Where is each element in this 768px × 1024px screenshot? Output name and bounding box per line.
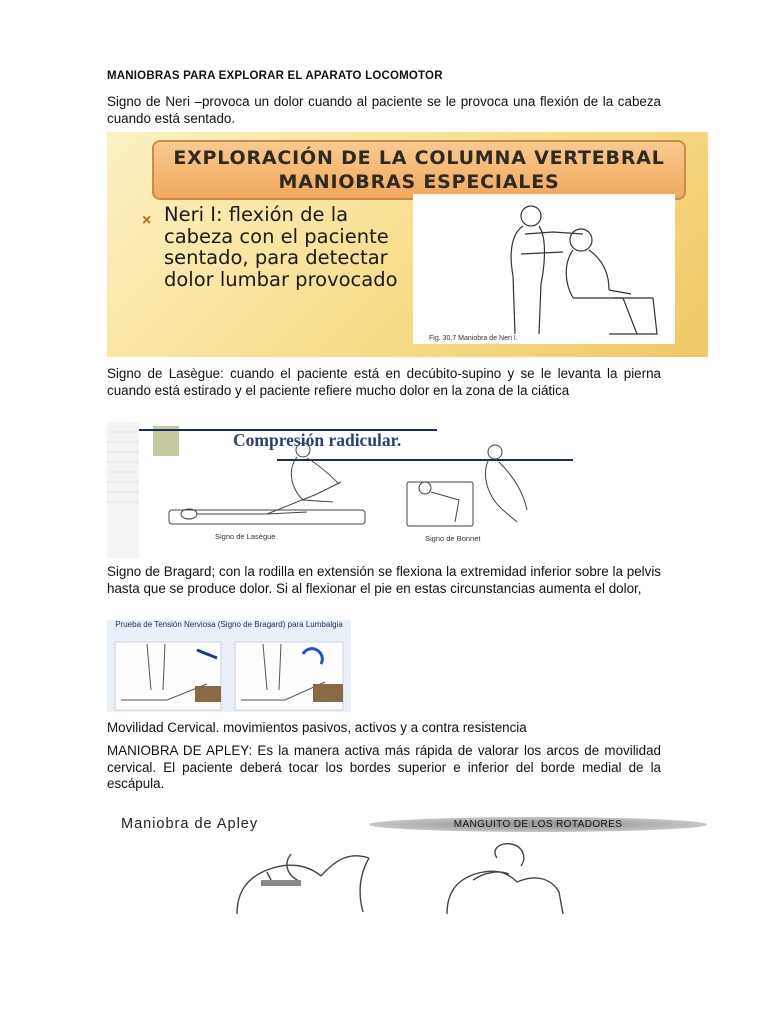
bullet-icon: × bbox=[142, 212, 152, 229]
apley-figure-image bbox=[107, 812, 712, 914]
bonnet-caption: Signo de Bonnet bbox=[425, 534, 481, 543]
apley-drawing bbox=[107, 812, 712, 914]
neri-paragraph: Signo de Neri –provoca un dolor cuando al paciente se le provoca una flexión de la cabeza cuando está sentado. bbox=[107, 94, 661, 126]
neri-caption: Fig. 30.7 Maniobra de Neri I. bbox=[429, 335, 518, 342]
lasegue-paragraph: Signo de Lasègue: cuando el paciente está en decúbito-supino y se le levanta la pierna cuando está estirado y el paciente refiere mucho dolor en la zona de la ciática bbox=[107, 366, 661, 398]
lasegue-figure-image bbox=[107, 422, 577, 558]
slide-body-text: Neri I: flexión de la cabeza con el paciente sentado, para detectar dolor lumbar provocado bbox=[164, 203, 398, 291]
lasegue-figure-title: Compresión radicular. bbox=[233, 430, 402, 450]
movilidad-paragraph: Movilidad Cervical. movimientos pasivos, activos y a contra resistencia bbox=[107, 720, 527, 735]
rotator-cuff-title: MANGUITO DE LOS ROTADORES bbox=[369, 817, 707, 832]
bragard-paragraph: Signo de Bragard; con la rodilla en extensión se flexiona la extremidad inferior sobre la pelvis hasta que se produce dolor. Si al flexionar el pie en estas circunstancias aumenta el dolor, bbox=[107, 564, 661, 596]
neri-drawing bbox=[413, 194, 675, 344]
bragard-figure-image bbox=[107, 620, 351, 712]
neri-illustration bbox=[413, 194, 675, 344]
lasegue-caption: Signo de Lasègue bbox=[215, 532, 276, 541]
neri-slide-image bbox=[107, 132, 708, 357]
slide-title-line2: MANIOBRAS ESPECIALES bbox=[278, 171, 560, 193]
apley-paragraph: MANIOBRA DE APLEY: Es la manera activa más rápida de valorar los arcos de movilidad cervical. El paciente deberá tocar los bordes superior e inferior del borde medial de la escápula. bbox=[107, 743, 661, 791]
bragard-figure-title: Prueba de Tensión Nerviosa (Signo de Bragard) para Lumbalgia bbox=[115, 620, 343, 629]
slide-title-banner bbox=[152, 140, 686, 200]
slide-title-line1: EXPLORACIÓN DE LA COLUMNA VERTEBRAL bbox=[173, 147, 665, 169]
document-heading: MANIOBRAS PARA EXPLORAR EL APARATO LOCOMOTOR bbox=[107, 70, 443, 82]
bragard-drawing bbox=[107, 620, 351, 712]
apley-figure-title: Maniobra de Apley bbox=[121, 816, 259, 832]
